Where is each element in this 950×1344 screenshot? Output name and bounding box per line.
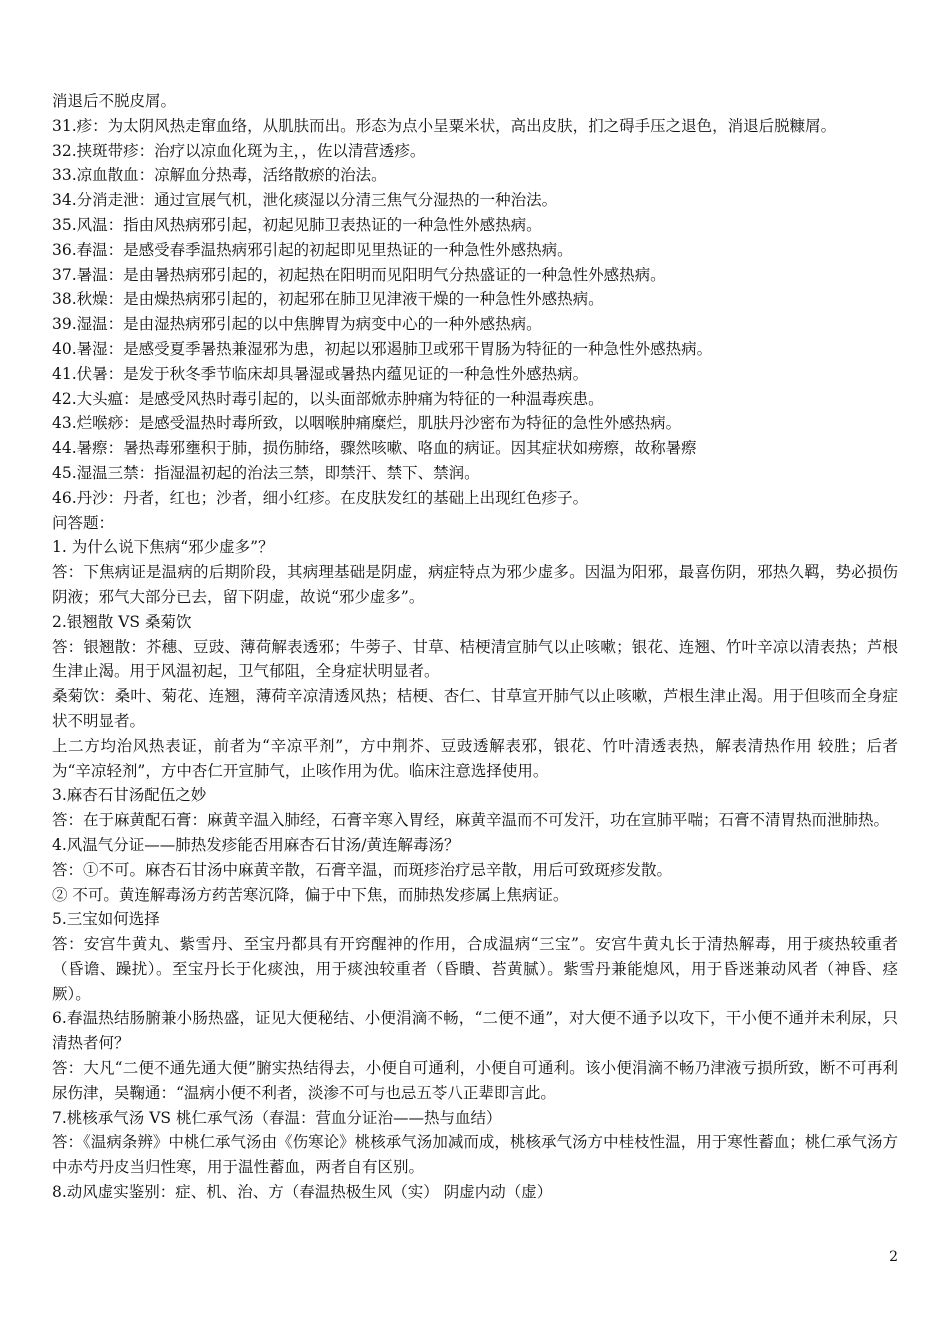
text-line: 消退后不脱皮屑。	[52, 92, 177, 110]
question-heading: 4.风温气分证——肺热发疹能否用麻杏石甘汤/黄连解毒汤？	[52, 835, 460, 854]
answer-paragraph: 答：①不可。麻杏石甘汤中麻黄辛散，石膏辛温，而斑疹治疗忌辛散，用后可致斑疹发散。	[52, 860, 673, 879]
text-line: 32.挟斑带疹：治疗以凉血化斑为主，，佐以清营透疹。	[52, 141, 426, 160]
text-line: 43.烂喉痧：是感受温热时毒所致，以咽喉肿痛糜烂，肌肤丹沙密布为特征的急性外感热病。	[52, 414, 682, 433]
answer-paragraph: 答：安宫牛黄丸、紫雪丹、至宝丹都具有开窍醒神的作用，合成温病“三宝”。安宫牛黄丸长于清热解毒，用于痰热较重者（昏谵、躁扰）。至宝丹长于化痰浊，用于痰浊较重者（昏瞶、苔黄腻）。紫雪丹兼能熄风，用于昏迷兼动风者（神昏、痉厥）。	[52, 935, 898, 1003]
text-line: 36.春温：是感受春季温热病邪引起的初起即见里热证的一种急性外感热病。	[52, 240, 573, 259]
question-heading: 7.桃核承气汤 VS 桃仁承气汤（春温：营血分证治——热与血结）	[52, 1108, 502, 1127]
question-heading: 8.动风虚实鉴别：症、机、治、方（春温热极生风（实） 阴虚内动（虚）	[52, 1183, 553, 1202]
text-line: 37.暑温：是由暑热病邪引起的，初起热在阳明而见阳明气分热盛证的一种急性外感热病。	[52, 265, 666, 284]
text-line: 41.伏暑：是发于秋冬季节临床却具暑湿或暑热内蕴见证的一种急性外感热病。	[52, 364, 589, 383]
text-line: 44.暑瘵：暑热毒邪壅积于肺，损伤肺络，骤然咳嗽、咯血的病证。因其症状如痨瘵，故称暑瘵	[52, 439, 697, 458]
answer-paragraph: 答：在于麻黄配石膏：麻黄辛温入肺经，石膏辛寒入胃经，麻黄辛温而不可发汗，功在宣肺平喘；石膏不清胃热而泄肺热。	[52, 811, 890, 830]
text-line: 39.湿温：是由湿热病邪引起的以中焦脾胃为病变中心的一种外感热病。	[52, 315, 542, 334]
text-line: 34.分消走泄：通过宣展气机，泄化痰湿以分清三焦气分湿热的一种治法。	[52, 191, 558, 210]
page-number: 2	[889, 1249, 898, 1265]
question-heading: 1. 为什么说下焦病“邪少虚多”？	[52, 538, 274, 557]
text-line: 35.风温：指由风热病邪引起，初起见肺卫表热证的一种急性外感热病。	[52, 215, 542, 234]
answer-paragraph: 桑菊饮：桑叶、菊花、连翘，薄荷辛凉清透风热；桔梗、杏仁、甘草宣开肺气以止咳嗽，芦根生津止渴。用于但咳而全身症状不明显者。	[52, 687, 898, 730]
answer-paragraph: 上二方均治风热表证，前者为“辛凉平剂”，方中荆芥、豆豉透解表邪，银花、竹叶清透表热，解表清热作用 较胜；后者为“辛凉轻剂”，方中杏仁开宣肺气，止咳作用为优。临床注意选择使用。	[52, 736, 898, 780]
question-heading: 5.三宝如何选择	[52, 910, 160, 929]
answer-paragraph: ② 不可。黄连解毒汤方药苦寒沉降，偏于中下焦，而肺热发疹属上焦病证。	[52, 885, 569, 904]
text-line: 40.暑湿：是感受夏季暑热兼湿邪为患，初起以邪遏肺卫或邪干胃肠为特征的一种急性外感热病。	[52, 339, 713, 358]
text-line: 46.丹沙：丹者，红也；沙者，细小红疹。在皮肤发红的基础上出现红色疹子。	[52, 488, 589, 507]
question-heading: 2.银翘散 VS 桑菊饮	[52, 612, 192, 631]
document-body	[52, 89, 898, 1205]
text-line: 31.疹：为太阴风热走窜血络，从肌肤而出。形态为点小呈粟米状，高出皮肤，扪之碍手压之退色，消退后脱糠屑。	[52, 116, 837, 135]
text-line: 38.秋燥：是由燥热病邪引起的，初起邪在肺卫见津液干燥的一种急性外感热病。	[52, 290, 604, 309]
question-heading: 3.麻杏石甘汤配伍之妙	[52, 786, 207, 805]
answer-paragraph: 答：《温病条辨》中桃仁承气汤由《伤寒论》桃核承气汤加减而成，桃核承气汤方中桂枝性温，用于寒性蓄血；桃仁承气汤方中赤芍丹皮当归性寒，用于温性蓄血，两者自有区别。	[52, 1133, 898, 1177]
question-heading: 6.春温热结肠腑兼小肠热盛，证见大便秘结、小便涓滴不畅，“二便不通”，对大便不通予以攻下，干小便不通并未利尿，只清热者何？	[52, 1009, 898, 1053]
text-line: 45.湿温三禁：指湿温初起的治法三禁，即禁汗、禁下、禁润。	[52, 463, 480, 482]
text-line: 33.凉血散血：凉解血分热毒，活络散瘀的治法。	[52, 166, 387, 185]
answer-paragraph: 答：大凡“二便不通先通大便”腑实热结得去，小便自可通利，小便自可通利。该小便涓滴不畅乃津液亏损所致，断不可再利尿伤津，吴鞠通：“温病小便不利者，淡渗不可与也忌五苓八正辈即言此。	[52, 1059, 898, 1102]
answer-paragraph: 答：银翘散：芥穗、豆豉、薄荷解表透邪；牛蒡子、甘草、桔梗清宣肺气以止咳嗽；银花、连翘、竹叶辛凉以清表热；芦根生津止渴。用于风温初起，卫气郁阻，全身症状明显者。	[52, 637, 898, 681]
section-heading: 问答题：	[52, 513, 115, 532]
text-line: 42.大头瘟：是感受风热时毒引起的，以头面部焮赤肿痛为特征的一种温毒疾患。	[52, 389, 604, 408]
answer-paragraph: 答：下焦病证是温病的后期阶段，其病理基础是阴虚，病症特点为邪少虚多。因温为阳邪，最喜伤阴，邪热久羁，势必损伤阴液；邪气大部分已去，留下阴虚，故说“邪少虚多”。	[52, 563, 898, 606]
